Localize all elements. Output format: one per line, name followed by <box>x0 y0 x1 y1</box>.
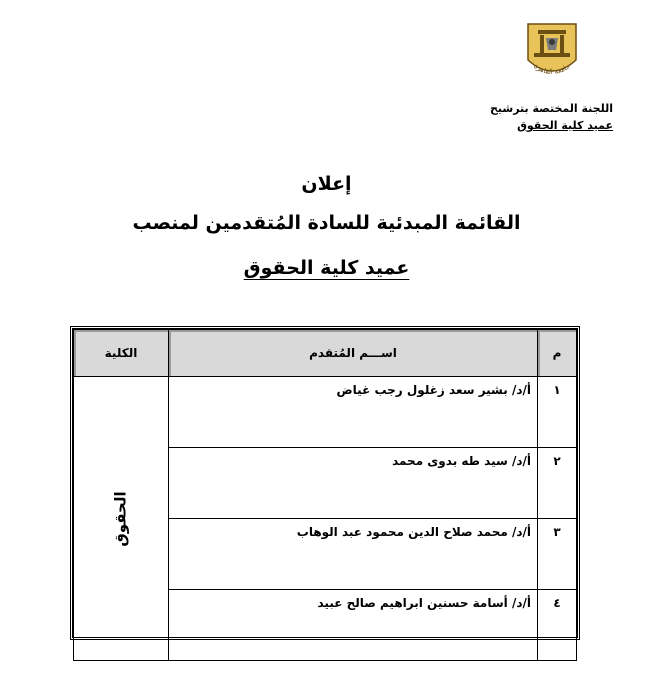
position-text: عميد كلية الحقوق <box>243 257 410 279</box>
committee-line-1: اللجنة المختصة بترشيح <box>489 102 613 115</box>
candidate-name: أ/د/ سيد طه بدوى محمد <box>169 448 538 519</box>
header-number: م <box>538 330 577 377</box>
faculty-cell <box>74 377 169 661</box>
announcement-subtitle: القائمة المبدئية للسادة المُتقدمين لمنصب <box>132 212 521 234</box>
header-faculty: الكلية <box>74 330 169 377</box>
svg-text:جامعة القاهرة: جامعة القاهرة <box>532 62 572 77</box>
candidate-name: أ/د/ محمد صلاح الدين محمود عبد الوهاب <box>169 519 538 590</box>
header-name: اســـم المُتقدم <box>169 330 538 377</box>
row-number: ٣ <box>538 519 577 590</box>
row-number: ٢ <box>538 448 577 519</box>
candidates-table <box>73 329 577 661</box>
university-logo-icon <box>520 20 584 84</box>
table-header-row <box>74 330 577 377</box>
row-number: ١ <box>538 377 577 448</box>
committee-heading <box>393 100 613 134</box>
candidate-name: أ/د/ بشير سعد زغلول رجب غياض <box>169 377 538 448</box>
row-number: ٤ <box>538 590 577 661</box>
candidates-table-frame <box>70 326 580 640</box>
university-logo <box>520 20 584 84</box>
table-row <box>74 377 577 448</box>
committee-line-2: عميد كلية الحقوق <box>517 119 613 132</box>
candidate-name: أ/د/ أسامة حسنين ابراهيم صالح عبيد <box>169 590 538 661</box>
announcement-title: إعلان <box>301 173 352 195</box>
announcement-position <box>0 257 653 279</box>
faculty-value: الحقوق <box>111 490 130 547</box>
